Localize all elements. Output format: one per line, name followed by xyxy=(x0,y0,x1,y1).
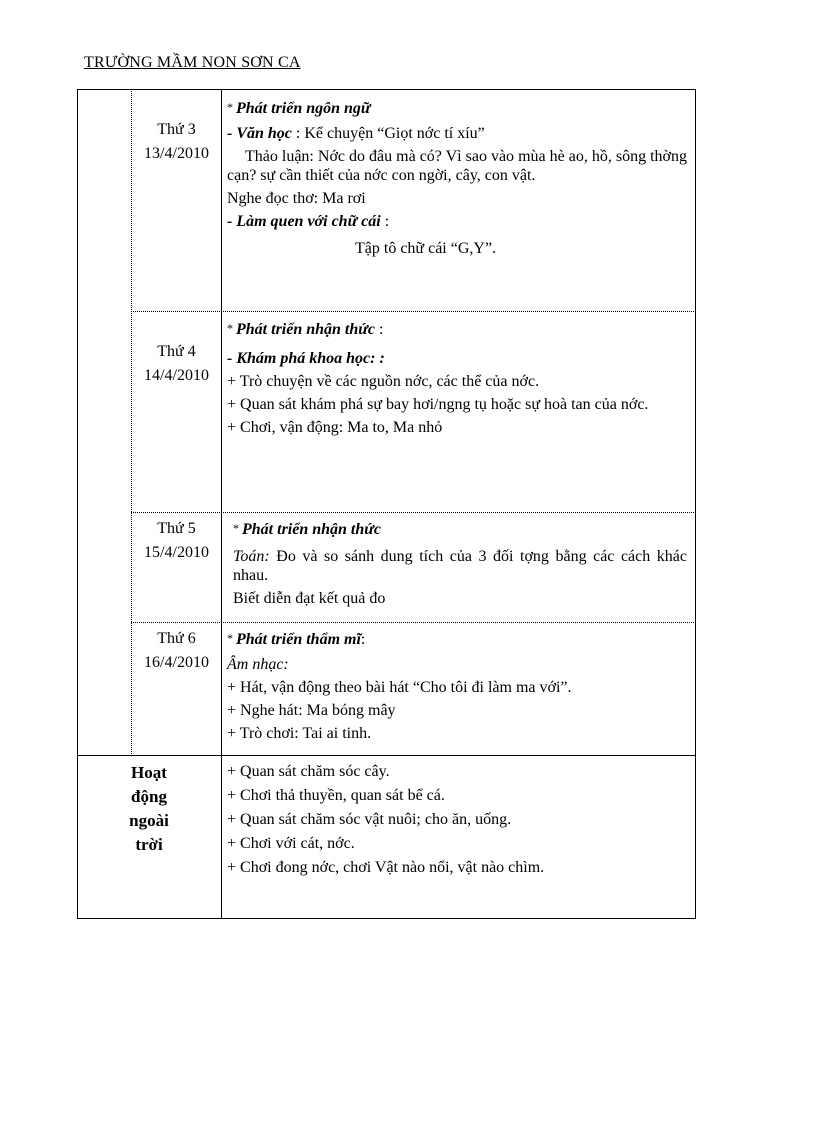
outdoor-activities xyxy=(227,762,687,882)
list-item: + Chơi với cát, nớc. xyxy=(227,835,355,852)
outdoor-label-line: trời xyxy=(135,835,163,854)
activity-cell xyxy=(233,519,687,612)
list-item: + Quan sát chăm sóc cây. xyxy=(227,763,390,780)
day-label: Thứ 5 xyxy=(157,520,196,537)
outdoor-label xyxy=(110,761,188,857)
outdoor-label-line: động xyxy=(131,787,167,806)
list-item: + Chơi đong nớc, chơi Vật nào nổi, vật nào chìm. xyxy=(227,859,545,876)
math-text: Đo và so sánh dung tích của 3 đối tợng bằng các cách khác nhau. xyxy=(233,548,687,584)
area-suffix: : xyxy=(360,631,366,648)
area-title: Phát triển nhận thức xyxy=(242,521,381,538)
row-divider xyxy=(131,311,696,312)
table-divider xyxy=(131,89,132,755)
row-divider xyxy=(131,512,696,513)
outdoor-label-line: ngoài xyxy=(129,811,169,830)
list-item: + Hát, vận động theo bài hát “Cho tôi đi làm ma với”. xyxy=(227,679,572,696)
row-divider xyxy=(77,755,696,756)
row-divider xyxy=(131,622,696,623)
list-item: + Chơi thả thuyền, quan sát bể cá. xyxy=(227,787,445,804)
area-title: Phát triển thẩm mĩ xyxy=(236,631,361,648)
area-title: Phát triển nhận thức xyxy=(236,321,375,338)
list-item: + Quan sát khám phá sự bay hơi/ngng tụ hoặc sự hoà tan của nớc. xyxy=(227,396,649,413)
activity-cell xyxy=(227,319,687,441)
list-item: + Trò chuyện về các nguồn nớc, các thể của nớc. xyxy=(227,373,540,390)
outdoor-label-line: Hoạt xyxy=(131,763,167,782)
activity-text: : xyxy=(380,213,390,230)
activity-text: : Kể chuyện “Giọt nớc tí xíu” xyxy=(291,125,485,142)
music-label: Âm nhạc: xyxy=(227,656,289,673)
list-item: + Chơi, vận động: Ma to, Ma nhỏ xyxy=(227,419,443,436)
school-header: TRƯỜNG MẦM NON SƠN CA xyxy=(84,54,301,71)
table-divider xyxy=(221,89,222,919)
letters-text: Tập tô chữ cái “G,Y”. xyxy=(355,240,497,257)
star-symbol: * xyxy=(233,521,239,535)
activity-label: - Văn học xyxy=(227,125,292,142)
math-label: Toán: xyxy=(233,548,270,565)
result-text: Biết diễn đạt kết quả đo xyxy=(233,590,386,607)
day-label: Thứ 3 xyxy=(157,121,196,138)
area-suffix: : xyxy=(374,321,384,338)
day-date: 14/4/2010 xyxy=(144,367,209,384)
star-symbol: * xyxy=(227,631,233,645)
activity-label: - Khám phá khoa học: : xyxy=(227,350,385,367)
activity-cell xyxy=(227,98,687,262)
area-title: Phát triển ngôn ngữ xyxy=(236,100,371,117)
day-date: 16/4/2010 xyxy=(144,654,209,671)
day-label: Thứ 4 xyxy=(157,343,196,360)
list-item: + Nghe hát: Ma bóng mây xyxy=(227,702,396,719)
star-symbol: * xyxy=(227,100,233,114)
discussion-text: Thảo luận: Nớc do đâu mà có? Vì sao vào mùa hè ao, hồ, sông thờng cạn? sự cần thiết của nớc con ngời, cây, con vật. xyxy=(227,148,687,184)
list-item: + Quan sát chăm sóc vật nuôi; cho ăn, uống. xyxy=(227,811,512,828)
day-label: Thứ 6 xyxy=(157,630,196,647)
day-cell xyxy=(133,517,220,565)
activity-cell xyxy=(227,629,687,747)
day-date: 13/4/2010 xyxy=(144,145,209,162)
day-cell xyxy=(133,118,220,166)
day-cell xyxy=(133,340,220,388)
star-symbol: * xyxy=(227,321,233,335)
list-item: + Trò chơi: Tai ai tinh. xyxy=(227,725,372,742)
activity-label: - Làm quen với chữ cái xyxy=(227,213,381,230)
day-date: 15/4/2010 xyxy=(144,544,209,561)
poem-text: Nghe đọc thơ: Ma rơi xyxy=(227,190,366,207)
day-cell xyxy=(133,627,220,675)
